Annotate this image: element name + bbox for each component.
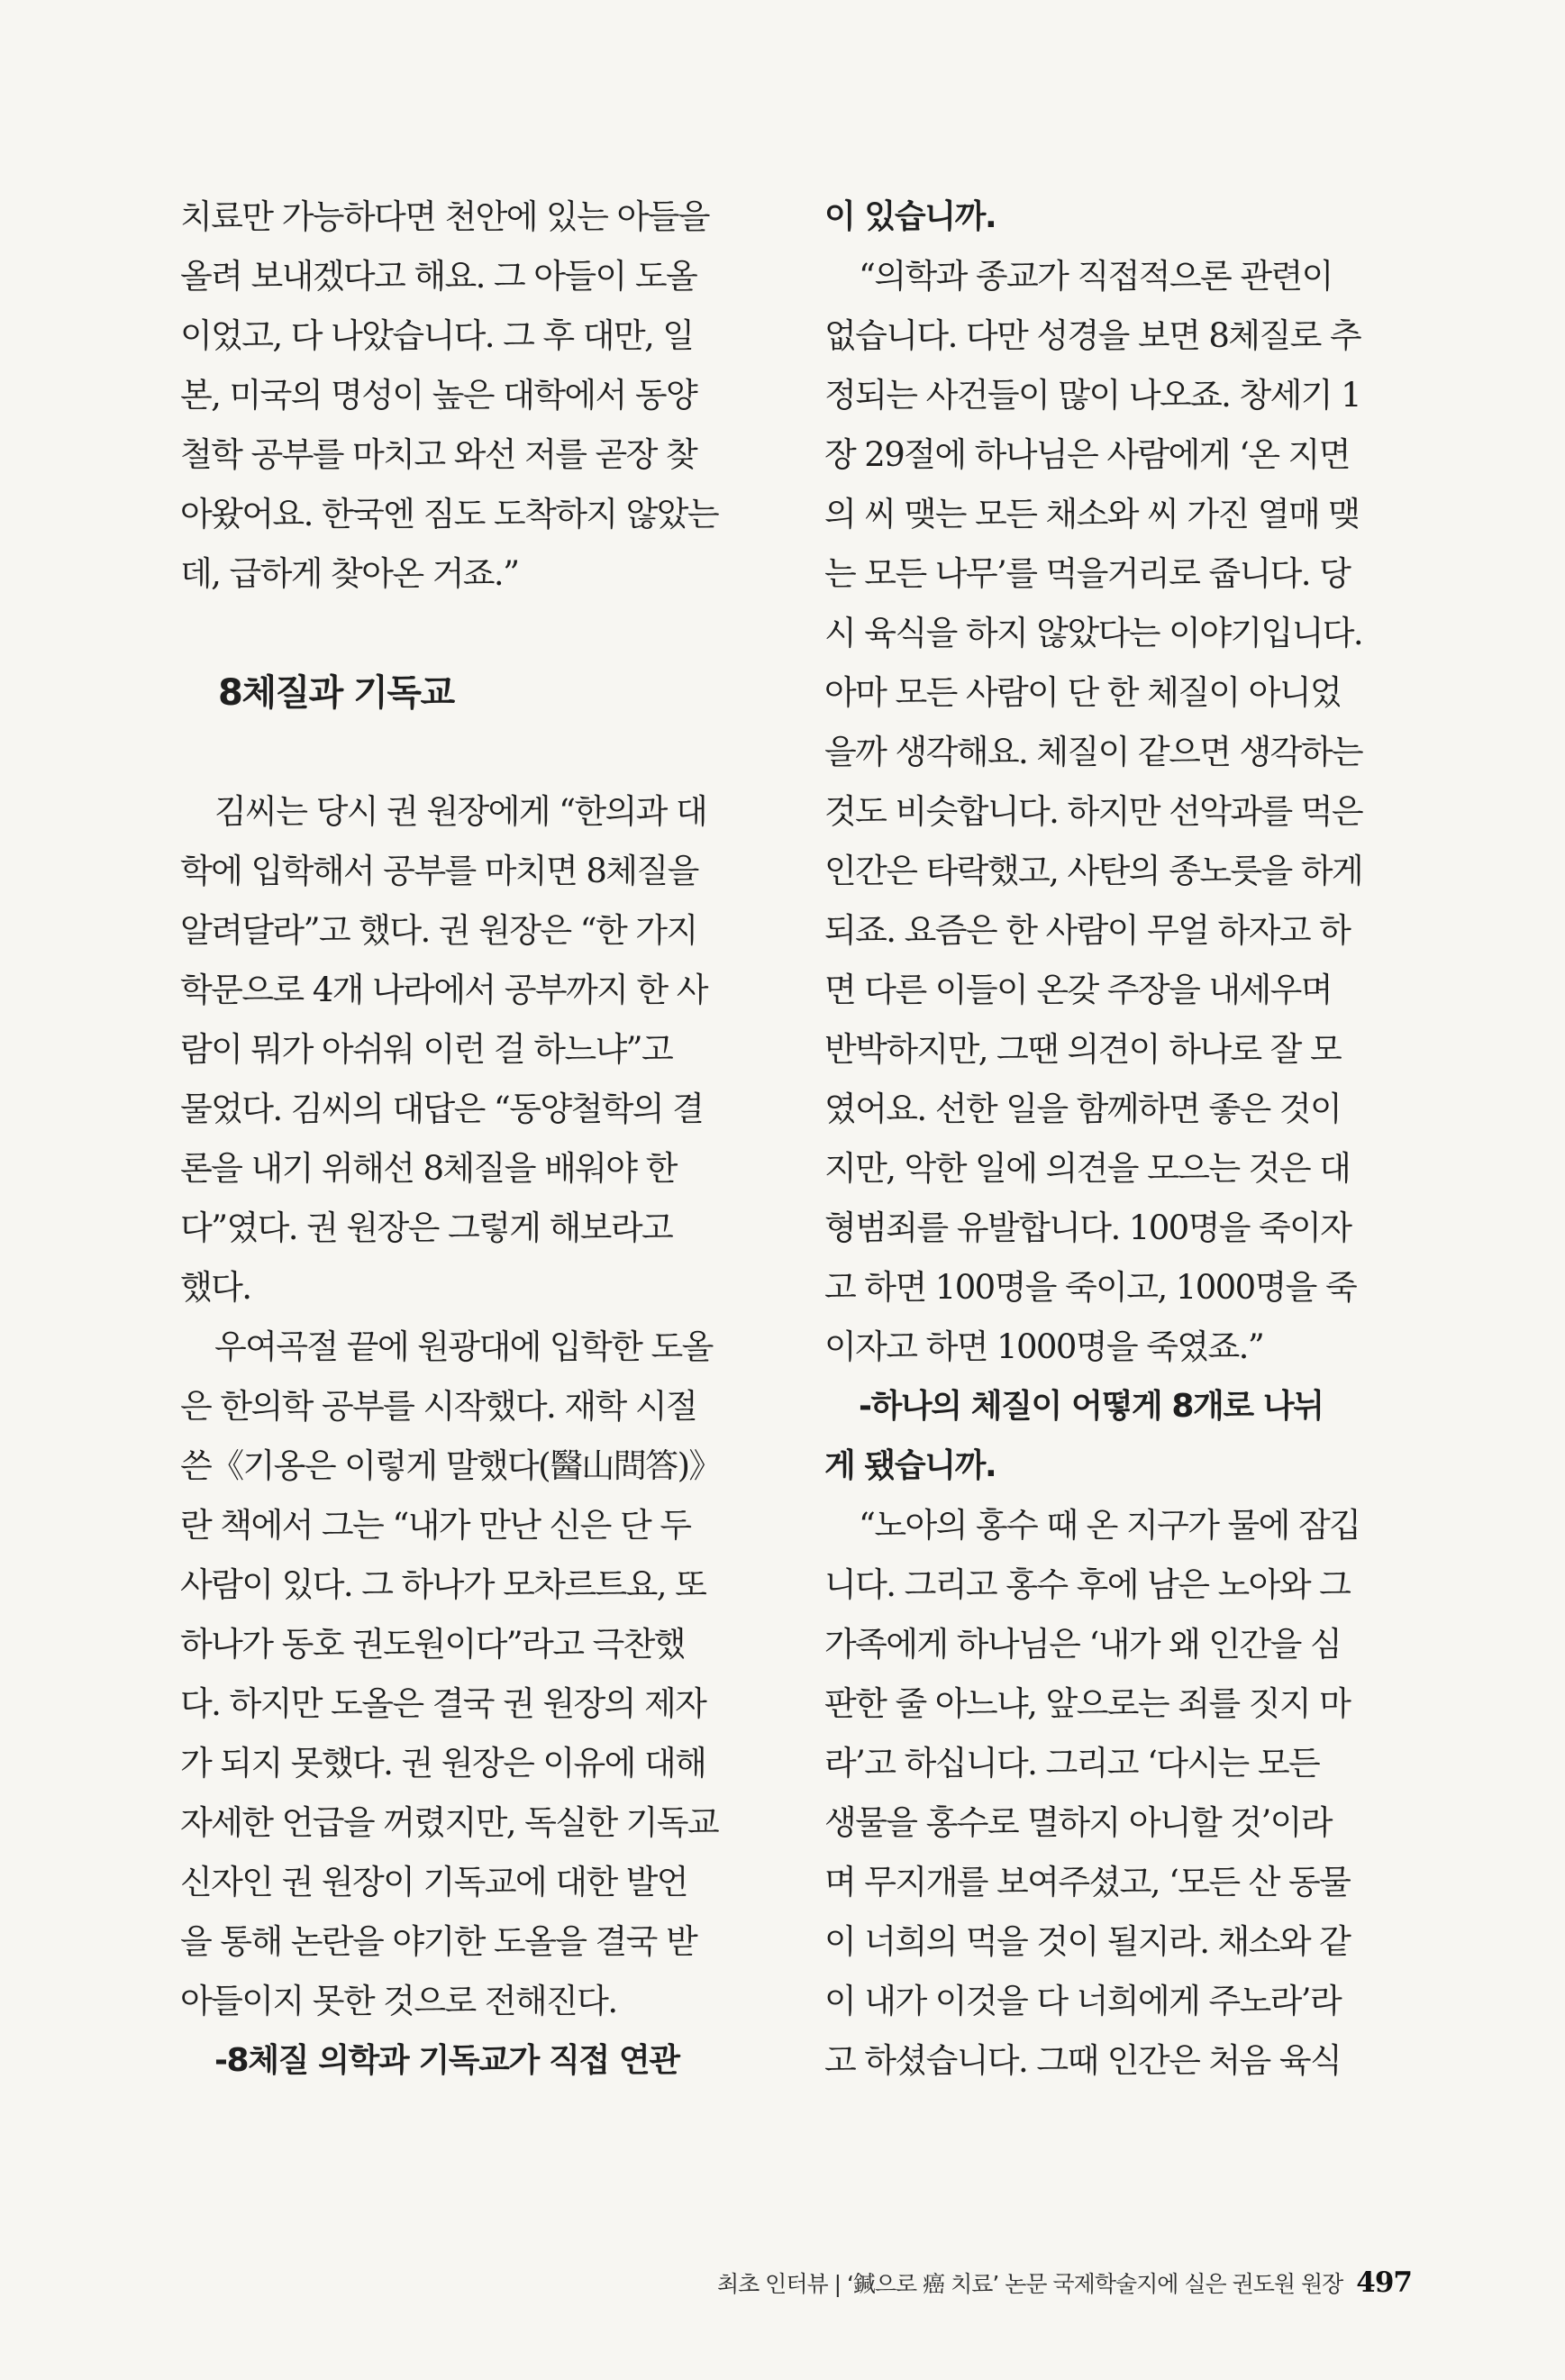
paragraph [180,782,770,1318]
text-line: 학에 입학해서 공부를 마치면 8체질을 [180,852,698,890]
text-line: 정되는 사건들이 많이 나오죠. 창세기 1 [824,376,1361,415]
text-line: 없습니다. 다만 성경을 보면 8체질로 추 [824,316,1361,355]
text-line: “의학과 종교가 직접적으론 관련이 [859,257,1333,296]
text-line: 였어요. 선한 일을 함께하면 좋은 것이 [824,1090,1342,1128]
text-line: 람이 뭐가 아쉬워 이런 걸 하느냐”고 [180,1030,673,1069]
section-gap [180,604,770,663]
interview-answer [824,1496,1415,2091]
text-line: 가족에게 하나님은 ‘내가 왜 인간을 심 [824,1625,1342,1664]
text-line: 하나가 동호 권도원이다”라고 극찬했 [180,1625,685,1664]
text-line: 시 육식을 하지 않았다는 이야기입니다. [824,614,1363,652]
text-line: 고 하셨습니다. 그때 인간은 처음 육식 [824,2041,1342,2080]
left-column [180,187,770,2091]
paragraph-continued [180,187,770,604]
text-line: “노아의 홍수 때 온 지구가 물에 잠깁 [859,1506,1360,1545]
right-column [824,187,1415,2091]
section-heading: 8체질과 기독교 [218,672,454,714]
text-line: 학문으로 4개 나라에서 공부까지 한 사 [180,971,707,1009]
text-line: 이자고 하면 1000명을 죽였죠.” [824,1327,1264,1366]
text-line: 했다. [180,1268,251,1307]
text-line: 알려달라”고 했다. 권 원장은 “한 가지 [180,911,697,950]
interview-question: -8체질 의학과 기독교가 직접 연관 [214,2042,679,2079]
text-line: 게 됐습니까. [824,1447,996,1484]
text-line: 판한 줄 아느냐, 앞으로는 죄를 짓지 마 [824,1684,1351,1723]
text-line: 지만, 악한 일에 의견을 모으는 것은 대 [824,1149,1351,1188]
text-line: 론을 내기 위해선 8체질을 배워야 한 [180,1149,677,1188]
text-line: 이었고, 다 나았습니다. 그 후 대만, 일 [180,316,694,355]
interview-question: 이 있습니까. [824,198,996,235]
text-line: 철학 공부를 마치고 와선 저를 곧장 찾 [180,435,697,474]
text-line: 치료만 가능하다면 천안에 있는 아들을 [180,197,709,236]
text-line: 는 모든 나무’를 먹을거리로 줍니다. 당 [824,554,1351,593]
text-line: 니다. 그리고 홍수 후에 남은 노아와 그 [824,1565,1351,1604]
page-footer [717,2266,1412,2299]
text-line: 다. 하지만 도올은 결국 권 원장의 제자 [180,1684,706,1723]
interview-question [824,1377,1415,1496]
text-line: 우여곡절 끝에 원광대에 입학한 도올 [214,1327,713,1366]
text-line: -하나의 체질이 어떻게 8개로 나뉘 [859,1388,1324,1425]
text-line: 아왔어요. 한국엔 짐도 도착하지 않았는 [180,495,719,533]
text-line: 것도 비슷합니다. 하지만 선악과를 먹은 [824,792,1363,831]
text-line: 이 너희의 먹을 것이 될지라. 채소와 같 [824,1922,1351,1961]
text-line: 이 내가 이것을 다 너희에게 주노라’라 [824,1982,1342,2020]
text-line: 신자인 권 원장이 기독교에 대한 발언 [180,1863,687,1901]
text-line: 아마 모든 사람이 단 한 체질이 아니었 [824,673,1342,712]
running-title: 최초 인터뷰 | ‘鍼으로 癌 치료’ 논문 국제학술지에 실은 권도원 원장 [716,2271,1343,2297]
text-line: 고 하면 100명을 죽이고, 1000명을 죽 [824,1268,1357,1307]
text-line: 물었다. 김씨의 대답은 “동양철학의 결 [180,1090,704,1128]
paragraph [180,1318,770,2031]
text-line: 라’고 하십니다. 그리고 ‘다시는 모든 [824,1744,1320,1783]
text-line: 면 다른 이들이 온갖 주장을 내세우며 [824,971,1332,1009]
text-line: 생물을 홍수로 멸하지 아니할 것’이라 [824,1803,1332,1842]
text-line: 인간은 타락했고, 사탄의 종노릇을 하게 [824,852,1363,890]
text-line: 다”였다. 권 원장은 그렇게 해보라고 [180,1208,673,1247]
text-line: 을까 생각해요. 체질이 같으면 생각하는 [824,733,1363,771]
text-line: 사람이 있다. 그 하나가 모차르트요, 또 [180,1565,706,1604]
section-gap [180,723,770,782]
text-line: 쓴《기옹은 이렇게 말했다(醫山問答)》 [180,1446,721,1485]
text-line: 데, 급하게 찾아온 거죠.” [180,554,519,593]
page-number: 497 [1356,2266,1412,2299]
interview-answer [824,247,1415,1377]
text-line: 김씨는 당시 권 원장에게 “한의과 대 [214,792,707,831]
text-line: 형범죄를 유발합니다. 100명을 죽이자 [824,1208,1351,1247]
text-line: 장 29절에 하나님은 사람에게 ‘온 지면 [824,435,1350,474]
text-line: 본, 미국의 명성이 높은 대학에서 동양 [180,376,697,415]
text-line: 아들이지 못한 것으로 전해진다. [180,1982,617,2020]
text-line: 되죠. 요즘은 한 사람이 무얼 하자고 하 [824,911,1351,950]
text-line: 올려 보내겠다고 해요. 그 아들이 도올 [180,257,697,296]
text-line: 란 책에서 그는 “내가 만난 신은 단 두 [180,1506,691,1545]
text-line: 반박하지만, 그땐 의견이 하나로 잘 모 [824,1030,1342,1069]
text-line: 은 한의학 공부를 시작했다. 재학 시절 [180,1387,697,1426]
text-line: 의 씨 맺는 모든 채소와 씨 가진 열매 맺 [824,495,1360,533]
text-line: 자세한 언급을 꺼렸지만, 독실한 기독교 [180,1803,719,1842]
text-line: 을 통해 논란을 야기한 도올을 결국 받 [180,1922,697,1961]
text-line: 가 되지 못했다. 권 원장은 이유에 대해 [180,1744,706,1783]
text-line: 며 무지개를 보여주셨고, ‘모든 산 동물 [824,1863,1351,1901]
